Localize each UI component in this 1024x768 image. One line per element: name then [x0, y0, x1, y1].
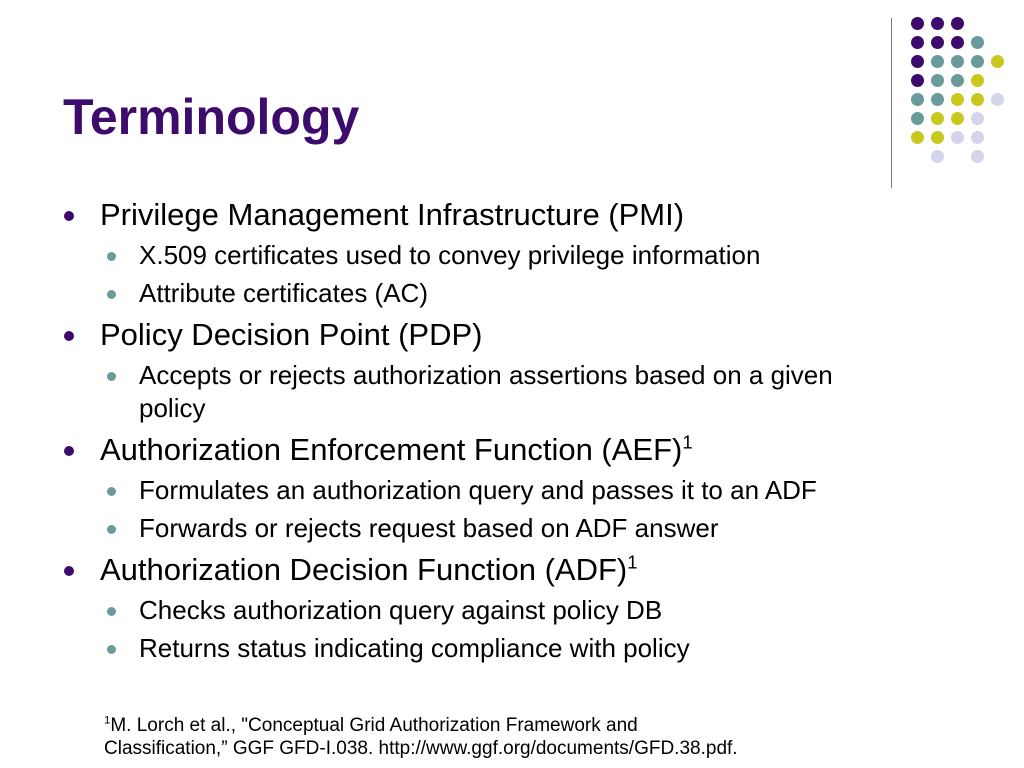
sub-bullet-item: [62, 594, 982, 627]
bullet-text: Privilege Management Infrastructure (PMI): [100, 197, 685, 232]
bullet-item-aef: [62, 430, 982, 470]
sub-bullet-text: X.509 certificates used to convey privilege information: [139, 240, 761, 270]
decorative-dot: [971, 55, 984, 68]
decorative-dot: [931, 93, 944, 106]
decorative-dot: [951, 112, 964, 125]
decorative-dot: [951, 36, 964, 49]
sub-bullet-item: [62, 359, 982, 425]
sub-bullet-text: Formulates an authorization query and passes it to an ADF: [139, 475, 817, 505]
decorative-dot: [951, 74, 964, 87]
decorative-dot: [911, 17, 924, 30]
bullet-text: Policy Decision Point (PDP): [100, 317, 483, 352]
decorative-dot: [911, 93, 924, 106]
bullet-item-pdp: [62, 315, 982, 355]
decorative-dot: [971, 131, 984, 144]
sub-bullet-item: [62, 632, 982, 665]
decorative-dot: [931, 55, 944, 68]
bullet-item-pmi: [62, 195, 982, 235]
footnote: [104, 714, 904, 760]
decorative-dot: [911, 36, 924, 49]
bullet-list: [62, 195, 982, 670]
footnote-marker: 1: [682, 431, 693, 453]
decorative-dot: [951, 55, 964, 68]
footnote-marker: 1: [627, 551, 638, 573]
sub-bullet-item: [62, 512, 982, 545]
sub-bullet-text: Accepts or rejects authorization assertions based on a given policy: [139, 360, 833, 423]
footnote-line-1: $^1$M. Lorch et al., "Conceptual Grid Authorization Framework and: [104, 714, 638, 736]
decorative-dot: [991, 55, 1004, 68]
decorative-dot: [911, 74, 924, 87]
sub-bullet-item: [62, 239, 982, 272]
decorative-dot: [971, 74, 984, 87]
decorative-dot: [991, 93, 1004, 106]
sub-bullet-icon: [107, 525, 116, 534]
decorative-dot: [971, 112, 984, 125]
decorative-dot: [931, 17, 944, 30]
footnote-number: 1: [104, 714, 111, 727]
decorative-dot: [931, 112, 944, 125]
bullet-text: Authorization Decision Function (ADF): [100, 552, 628, 587]
sub-bullet-icon: [107, 607, 116, 616]
footnote-line-2: Classification,” GGF GFD-I.038. http://www.ggf.org/documents/GFD.38.pdf.: [104, 738, 738, 759]
decorative-dot: [971, 36, 984, 49]
sub-bullet-text: Returns status indicating compliance with policy: [139, 633, 690, 663]
sub-bullet-icon: [107, 372, 116, 381]
sub-bullet-text: Forwards or rejects request based on ADF answer: [139, 513, 719, 543]
decorative-dot: [931, 131, 944, 144]
sub-bullet-icon: [107, 645, 116, 654]
decorative-dot: [951, 131, 964, 144]
sub-bullet-icon: [107, 252, 116, 261]
bullet-icon: [64, 331, 74, 341]
decorative-dot: [951, 93, 964, 106]
sub-bullet-item: [62, 474, 982, 507]
sub-bullet-icon: [107, 290, 116, 299]
decorative-dot: [911, 55, 924, 68]
decorative-dot: [951, 17, 964, 30]
sub-bullet-text: Checks authorization query against policy DB: [139, 595, 663, 625]
decorative-dot: [971, 150, 984, 163]
decorative-dot: [911, 112, 924, 125]
title-divider-line: [891, 18, 892, 188]
decorative-dot: [971, 93, 984, 106]
bullet-text: Authorization Enforcement Function (AEF): [100, 432, 683, 467]
decorative-dot: [931, 150, 944, 163]
bullet-icon: [64, 446, 74, 456]
sub-bullet-text: Attribute certificates (AC): [139, 278, 428, 308]
bullet-icon: [64, 211, 74, 221]
sub-bullet-item: [62, 277, 982, 310]
decorative-dot: [931, 74, 944, 87]
decorative-dot: [911, 131, 924, 144]
sub-bullet-icon: [107, 487, 116, 496]
decorative-dot: [931, 36, 944, 49]
bullet-icon: [64, 566, 74, 576]
bullet-item-adf: [62, 550, 982, 590]
slide-title: Terminology: [63, 89, 360, 145]
